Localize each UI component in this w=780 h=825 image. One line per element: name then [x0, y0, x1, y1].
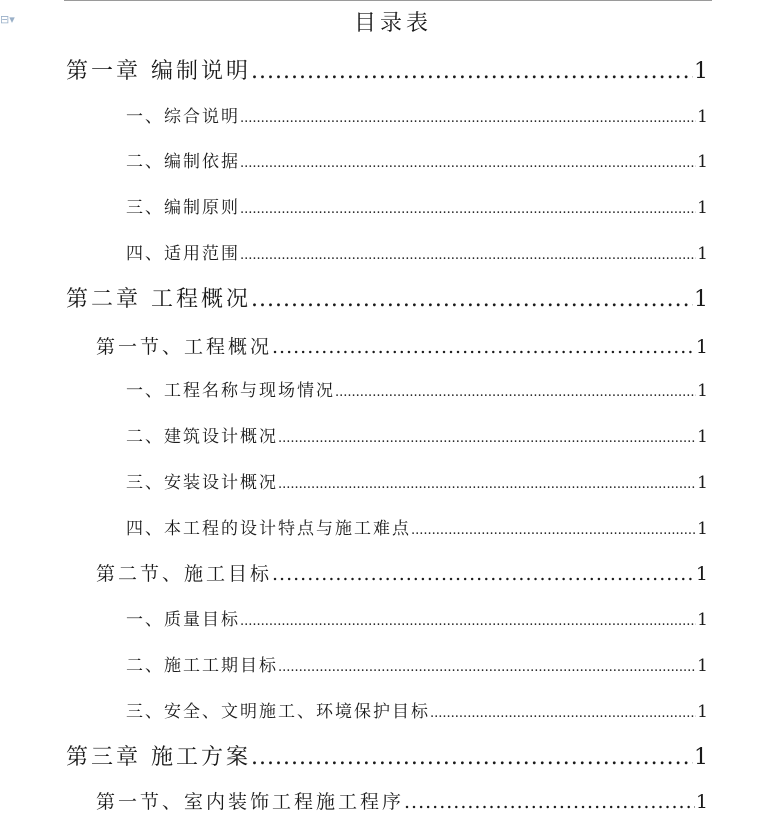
- toc-page-number: 1: [697, 427, 708, 447]
- toc-entry-item[interactable]: [126, 426, 708, 450]
- toc-entry-label: 四、适用范围: [126, 244, 240, 264]
- toc-dot-leader: [240, 611, 696, 633]
- toc-dot-leader: [335, 382, 696, 404]
- toc-entry-label: 一、工程名称与现场情况: [126, 381, 335, 401]
- toc-dot-leader: [278, 428, 696, 450]
- toc-entry-label: 第一节、工程概况: [96, 336, 273, 358]
- toc-entry-section[interactable]: [96, 789, 708, 815]
- toc-title: 目录表: [353, 11, 432, 36]
- toc-page-number: 1: [697, 473, 708, 493]
- toc-entry-item[interactable]: [126, 106, 708, 130]
- toc-page-number: 1: [697, 656, 708, 676]
- toc-entry-label: 第一节、室内装饰工程施工程序: [96, 791, 405, 813]
- toc-dot-leader: [251, 57, 693, 87]
- toc-page-number: 1: [697, 198, 708, 218]
- toc-dot-leader: [240, 153, 696, 175]
- toc-dot-leader: [404, 789, 695, 815]
- toc-entry-chapter[interactable]: [66, 743, 708, 773]
- toc-page-number: 1: [695, 791, 708, 813]
- toc-entry-item[interactable]: [126, 609, 708, 633]
- toc-entry-label: 第二节、施工目标: [96, 563, 273, 585]
- toc-dot-leader: [240, 245, 696, 267]
- toc-entry-item[interactable]: [126, 701, 708, 725]
- toc-page-number: 1: [697, 244, 708, 264]
- toc-page-number: 1: [697, 381, 708, 401]
- toc-entry-item[interactable]: [126, 655, 708, 679]
- toc-page-number: 1: [697, 610, 708, 630]
- toc-entry-item[interactable]: [126, 472, 708, 496]
- toc-entry-chapter[interactable]: [66, 285, 708, 315]
- paragraph-anchor-icon: ⊟▾: [0, 13, 15, 26]
- toc-dot-leader: [278, 474, 696, 496]
- toc-entry-label: 第一章 编制说明: [66, 59, 251, 84]
- toc-page-number: 1: [694, 287, 708, 312]
- toc-dot-leader: [278, 657, 696, 679]
- toc-dot-leader: [251, 285, 693, 315]
- toc-page-number: 1: [695, 563, 708, 585]
- toc-entry-label: 二、施工工期目标: [126, 656, 278, 676]
- toc-entry-chapter[interactable]: [66, 57, 708, 87]
- toc-entry-label: 三、编制原则: [126, 198, 240, 218]
- toc-entry-label: 三、安全、文明施工、环境保护目标: [126, 702, 430, 722]
- toc-page-number: 1: [694, 745, 708, 770]
- toc-dot-leader: [240, 199, 696, 221]
- toc-entry-label: 三、安装设计概况: [126, 473, 278, 493]
- toc-entry-label: 第三章 施工方案: [66, 745, 251, 770]
- toc-page-number: 1: [694, 59, 708, 84]
- toc-dot-leader: [251, 743, 693, 773]
- toc-page-number: 1: [697, 519, 708, 539]
- toc-entry-label: 一、质量目标: [126, 610, 240, 630]
- toc-entry-item[interactable]: [126, 197, 708, 221]
- toc-entry-section[interactable]: [96, 561, 708, 587]
- toc-dot-leader: [411, 520, 696, 542]
- toc-entry-label: 二、编制依据: [126, 152, 240, 172]
- toc-entry-item[interactable]: [126, 380, 708, 404]
- toc-dot-leader: [430, 703, 696, 725]
- toc-dot-leader: [272, 561, 695, 587]
- toc-dot-leader: [240, 108, 696, 130]
- toc-entry-item[interactable]: [126, 518, 708, 542]
- toc-entry-item[interactable]: [126, 243, 708, 267]
- toc-entry-item[interactable]: [126, 151, 708, 175]
- toc-page-number: 1: [697, 152, 708, 172]
- toc-page-number: 1: [697, 107, 708, 127]
- toc-entry-label: 四、本工程的设计特点与施工难点: [126, 519, 411, 539]
- toc-entry-label: 二、建筑设计概况: [126, 427, 278, 447]
- toc-page-number: 1: [697, 702, 708, 722]
- toc-entry-label: 一、综合说明: [126, 107, 240, 127]
- toc-entry-section[interactable]: [96, 334, 708, 360]
- toc-page-number: 1: [695, 336, 708, 358]
- toc-entry-label: 第二章 工程概况: [66, 287, 251, 312]
- toc-dot-leader: [272, 334, 695, 360]
